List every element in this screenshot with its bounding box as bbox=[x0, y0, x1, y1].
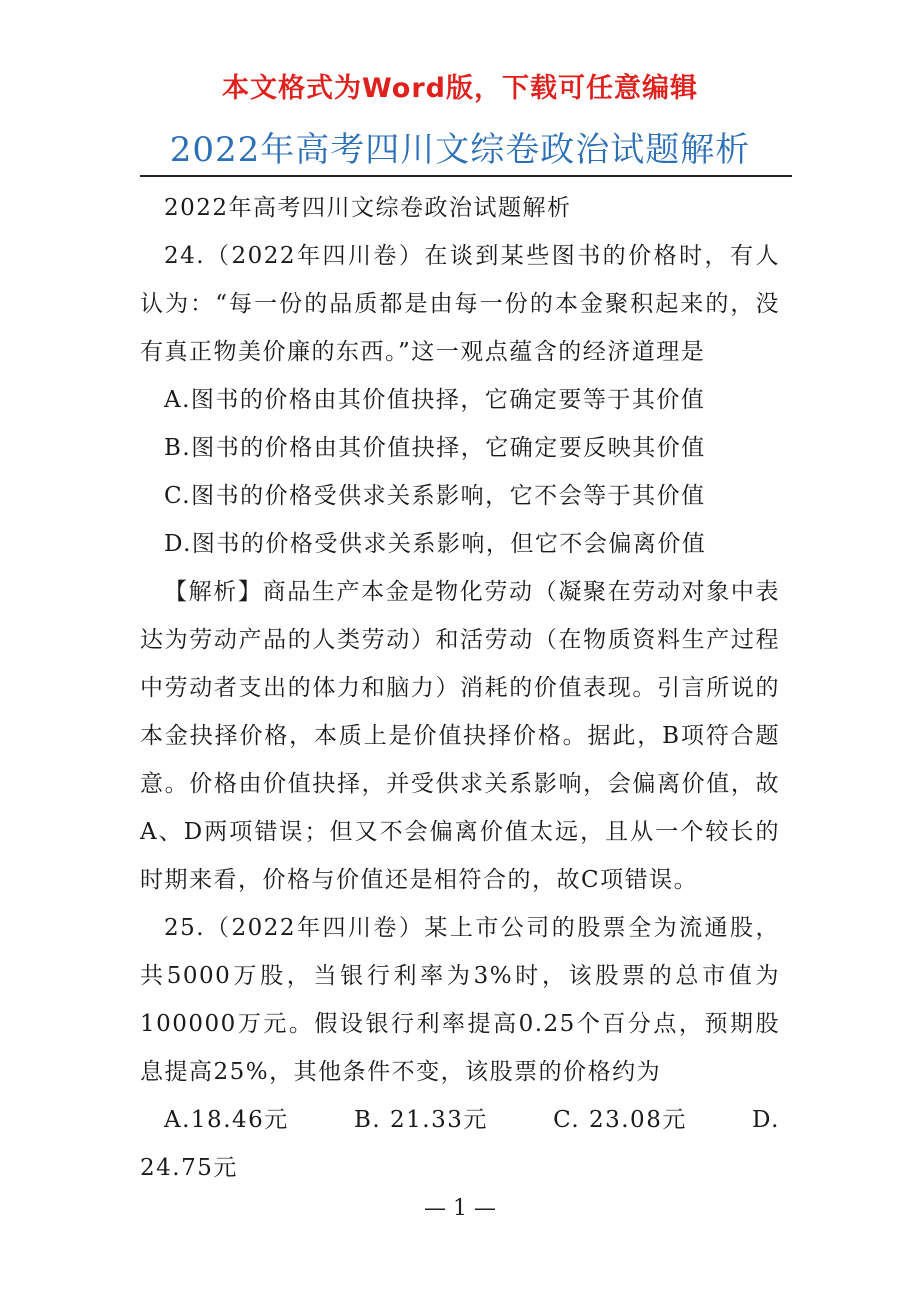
question-25-option-d-prefix: D. bbox=[752, 1107, 780, 1133]
question-25-stem: 25.（2022年四川卷）某上市公司的股票全为流通股，共5000万股，当银行利率为3%时，该股票的总市值为100000万元。假设银行利率提高0.25个百分点，预期股息提高25%，其他条件不变，该股票的价格约为 bbox=[140, 915, 780, 1085]
question-24-option-b: B.图书的价格由其价值抉择，它确定要反映其价值 bbox=[164, 435, 706, 461]
question-24-option-d: D.图书的价格受供求关系影响，但它不会偏离价值 bbox=[164, 531, 707, 557]
question-25-option-d-value: 24.75元 bbox=[140, 1155, 238, 1181]
header-divider bbox=[140, 175, 792, 177]
question-25-options bbox=[140, 1096, 780, 1144]
question-25-option-b: B. 21.33元 bbox=[353, 1107, 488, 1133]
question-24-analysis: 【解析】商品生产本金是物化劳动（凝聚在劳动对象中表达为劳动产品的人类劳动）和活劳动（在物质资料生产过程中劳动者支出的体力和脑力）消耗的价值表现。引言所说的本金抉择价格，本质上是价值抉择价格。据此，B项符合题意。价格由价值抉择，并受供求关系影响，会偏离价值，故A、D两项错误；但又不会偏离价值太远，且从一个较长的时期来看，价格与价值还是相符合的，故C项错误。 bbox=[140, 579, 780, 893]
question-24-stem: 24.（2022年四川卷）在谈到某些图书的价格时，有人认为：“每一份的品质都是由每一份的本金聚积起来的，没有真正物美价廉的东西。”这一观点蕴含的经济道理是 bbox=[140, 243, 780, 365]
question-25-option-a: A.18.46元 bbox=[164, 1107, 289, 1133]
question-24-option-c: C.图书的价格受供求关系影响，它不会等于其价值 bbox=[164, 483, 706, 509]
document-title: 2022年高考四川文综卷政治试题解析 bbox=[169, 130, 751, 170]
question-25-option-c: C. 23.08元 bbox=[553, 1107, 687, 1133]
document-body bbox=[140, 184, 780, 1192]
format-banner: 本文格式为Word版，下载可任意编辑 bbox=[221, 73, 698, 104]
question-24-option-a: A.图书的价格由其价值抉择，它确定要等于其价值 bbox=[164, 387, 706, 413]
document-subtitle: 2022年高考四川文综卷政治试题解析 bbox=[164, 195, 572, 221]
page-number: — 1 — bbox=[424, 1196, 496, 1221]
